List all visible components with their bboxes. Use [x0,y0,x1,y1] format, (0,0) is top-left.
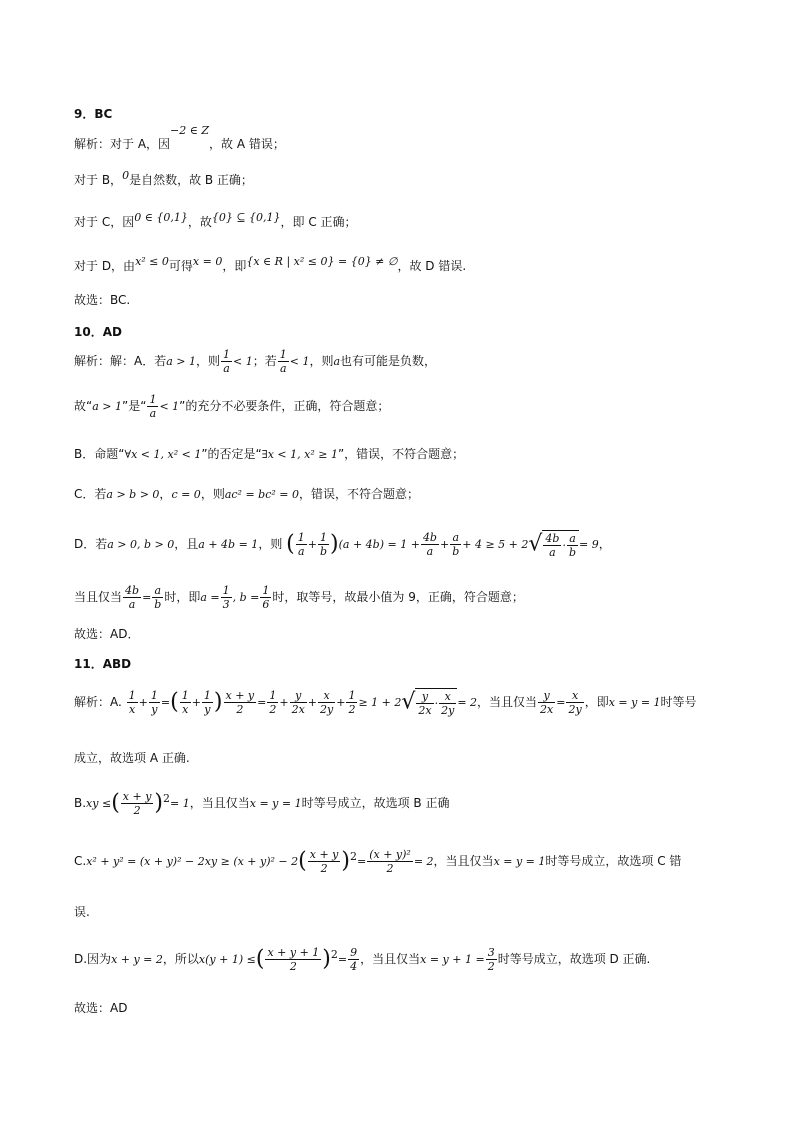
q10-line-c: C．若a > b > 0，c = 0，则ac² = bc² = 0，错误，不符合题意； [74,487,420,501]
q11-line-a2: 成立，故选项 A 正确. [74,751,190,765]
q11-line-a: 解析：A. $\frac{1}{x}$ + $\frac{1}{y}$ =( $\frac{1}{x}$ + $\frac{1}{y}$ ) $\frac{x + y}{2}$ = $\frac{1}{2}$ + $\frac{y}{2x}$ + $\frac{x}{2y}$ + $\frac{1}{2}$ ≥ 1 + 2√ $\frac{y}{2x}$ · $\frac{x}{2y}$ = 2，当且仅当 $\frac{y}{2x}$ = $\frac{x}{2y}$ ，即x = y = 1时等号 [74,689,697,717]
q11-line-c: C.x² + y² = (x + y)² − 2xy ≥ (x + y)² − 2( $\frac{x + y}{2}$ )$^2$= $\frac{\text{(x + y)²}}{2}$ = 2，当且仅当x = y = 1时等号成立，故选项 C 错 [74,848,682,875]
q9-title: 9．BC [74,107,113,121]
q10-line-d: D．若a > 0, b > 0，且a + 4b = 1，则 ( $\frac{1}{a}$ + $\frac{1}{b}$ )(a + 4b) = 1 + $\frac{4b}{a}$ + $\frac{a}{b}$ + 4 ≥ 5 + 2√ $\frac{4b}{a}$ · $\frac{a}{b}$ = 9， [74,531,611,559]
q11-line-d: D.因为x + y = 2，所以x(y + 1) ≤( $\frac{x + y + 1}{2}$ )$^2$= $\frac{9}{4}$ ，当且仅当x = y + 1 = $\frac{3}{2}$ 时等号成立，故选项 D 正确. [74,946,651,973]
q10-title: 10．AD [74,325,122,339]
q9-line-c: 对于 C，因0 ∈ {0,1}，故{0} ⊆ {0,1}，即 C 正确； [74,211,357,229]
q10-answer: 故选：AD． [74,627,140,641]
q10-line-a2: 故“a > 1”是“ $\frac{1}{a}$ < 1”的充分不必要条件，正确，符合题意； [74,393,390,420]
q10-line-b: B．命题“∀x < 1, x² < 1”的否定是“∃x < 1, x² ≥ 1”，错误，不符合题意； [74,447,465,461]
q10-line-d2: 当且仅当 $\frac{4b}{a}$ = $\frac{a}{b}$ 时，即a = $\frac{1}{3}$ , b = $\frac{1}{6}$ 时，取等号，故最小值为 9，正确，符合题意； [74,584,524,611]
q9-line-b: 对于 B，0是自然数，故 B 正确； [74,169,253,187]
q11-line-b: B.xy ≤( $\frac{x + y}{2}$ )$^2$= 1，当且仅当x = y = 1时等号成立，故选项 B 正确 [74,790,450,817]
q9-line-a: 解析：对于 A，因−2 ∈ Z，故 A 错误； [74,124,285,151]
q9-line-d: 对于 D，由x² ≤ 0可得x = 0，即{x ∈ R | x² ≤ 0} = {0} ≠ ∅，故 D 错误. [74,255,467,273]
q11-title: 11．ABD [74,657,132,671]
q9-answer: 故选：BC. [74,293,131,307]
q10-line-a: 解析：解：A．若a > 1，则 $\frac{1}{a}$ < 1；若 $\frac{1}{a}$ < 1，则a也有可能是负数， [74,348,437,375]
q11-answer: 故选：AD [74,1001,128,1015]
q11-line-c2: 误. [74,905,90,919]
